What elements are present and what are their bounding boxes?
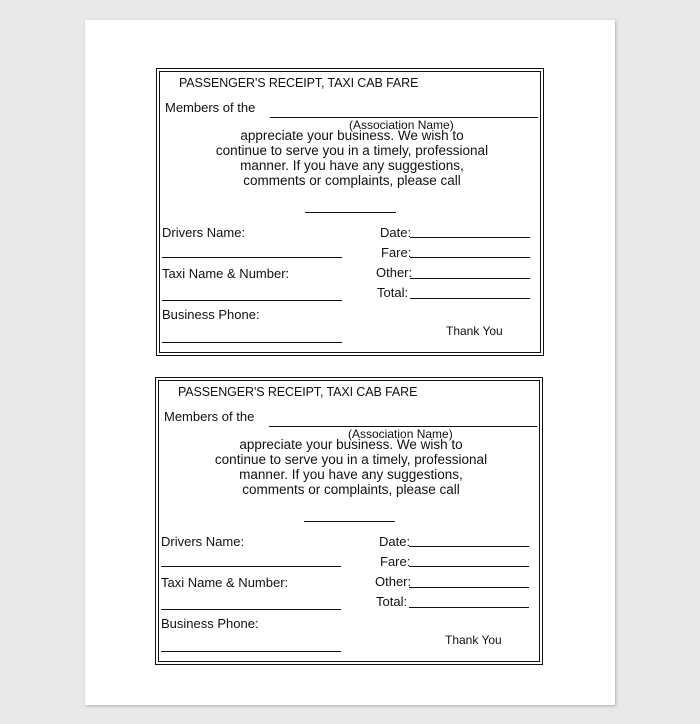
- total-line[interactable]: [409, 607, 529, 608]
- body-line-1: appreciate your business. We wish to: [240, 128, 464, 143]
- receipt-title: PASSENGER'S RECEIPT, TAXI CAB FARE: [178, 385, 418, 399]
- date-line[interactable]: [409, 546, 529, 547]
- fare-line[interactable]: [410, 257, 530, 258]
- body-line-3: manner. If you have any suggestions,: [239, 467, 463, 482]
- taxi-name-label: Taxi Name & Number:: [162, 266, 290, 281]
- members-label: Members of the: [164, 409, 255, 424]
- drivers-name-label: Drivers Name:: [161, 534, 245, 549]
- receipt-body-text: [176, 437, 526, 497]
- document-page: [85, 20, 615, 705]
- association-name-caption: (Association Name): [349, 118, 454, 132]
- business-phone-line[interactable]: [161, 651, 341, 652]
- date-label: Date:: [380, 225, 412, 240]
- other-line[interactable]: [409, 587, 529, 588]
- thank-you-text: Thank You: [445, 633, 502, 647]
- phone-number-line[interactable]: [305, 212, 396, 213]
- taxi-name-line[interactable]: [161, 609, 341, 610]
- total-label: Total:: [376, 594, 408, 609]
- phone-number-line[interactable]: [304, 521, 395, 522]
- body-line-1: appreciate your business. We wish to: [239, 437, 463, 452]
- association-name-caption: (Association Name): [348, 427, 453, 441]
- body-line-4: comments or complaints, please call: [243, 173, 461, 188]
- receipt-2: [155, 377, 543, 665]
- body-line-3: manner. If you have any suggestions,: [240, 158, 464, 173]
- total-label: Total:: [377, 285, 409, 300]
- thank-you-text: Thank You: [446, 324, 503, 338]
- receipt-1: [156, 68, 544, 356]
- date-line[interactable]: [410, 237, 530, 238]
- business-phone-label: Business Phone:: [161, 616, 259, 631]
- body-line-4: comments or complaints, please call: [242, 482, 460, 497]
- fare-line[interactable]: [409, 566, 529, 567]
- fare-label: Fare:: [381, 245, 412, 260]
- body-line-2: continue to serve you in a timely, professional: [215, 143, 489, 158]
- business-phone-label: Business Phone:: [162, 307, 260, 322]
- taxi-name-label: Taxi Name & Number:: [161, 575, 289, 590]
- business-phone-line[interactable]: [162, 342, 342, 343]
- total-line[interactable]: [410, 298, 530, 299]
- drivers-name-line[interactable]: [162, 257, 342, 258]
- receipt-body-text: [177, 128, 527, 188]
- other-label: Other:: [376, 265, 413, 280]
- drivers-name-line[interactable]: [161, 566, 341, 567]
- taxi-name-line[interactable]: [162, 300, 342, 301]
- drivers-name-label: Drivers Name:: [162, 225, 246, 240]
- other-line[interactable]: [410, 278, 530, 279]
- members-label: Members of the: [165, 100, 256, 115]
- receipt-title: PASSENGER'S RECEIPT, TAXI CAB FARE: [179, 76, 419, 90]
- body-line-2: continue to serve you in a timely, professional: [214, 452, 488, 467]
- fare-label: Fare:: [380, 554, 411, 569]
- date-label: Date:: [379, 534, 411, 549]
- other-label: Other:: [375, 574, 412, 589]
